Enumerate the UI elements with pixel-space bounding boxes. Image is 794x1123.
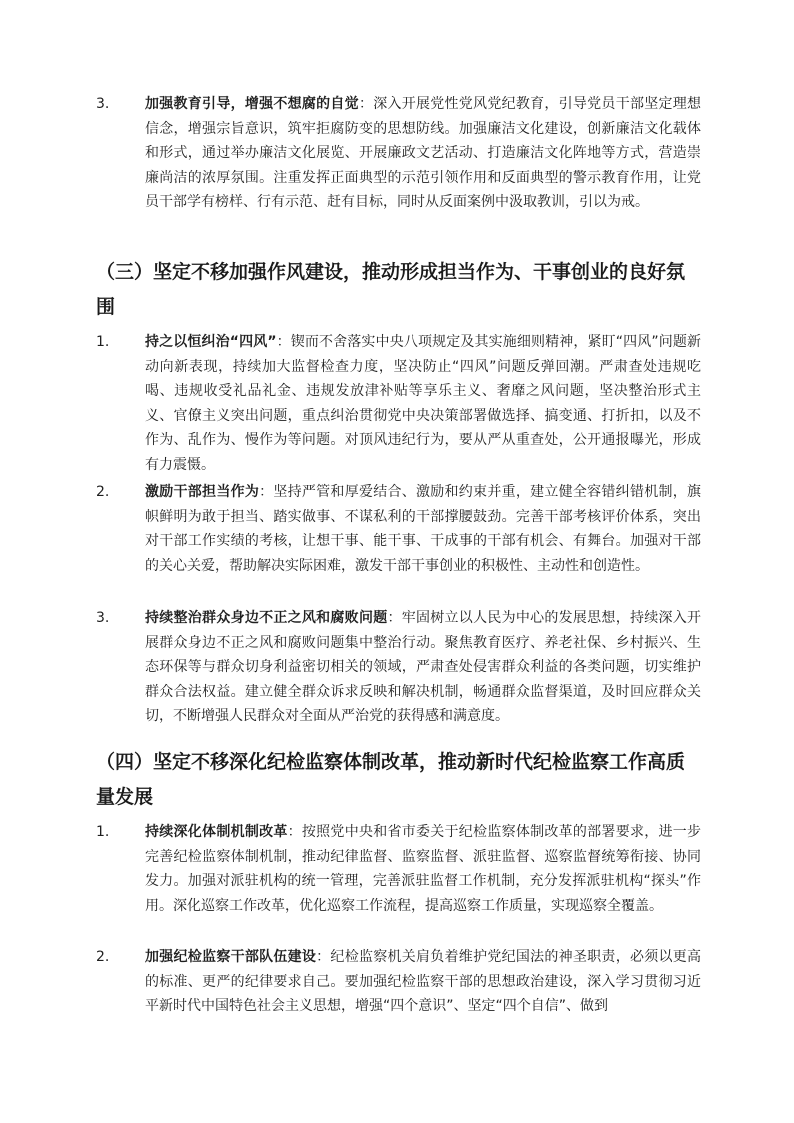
section-heading-3: （三）坚定不移加强作风建设，推动形成担当作为、干事创业的良好氛围 (96, 261, 686, 318)
list-paragraph (145, 480, 701, 578)
list-number: 2. (96, 949, 110, 965)
item-body: ：牢固树立以人民为中心的发展思想，持续深入开展群众身边不正之风和腐败问题集中整治行动。聚焦教育医疗、养老社保、乡村振兴、生态环保等与群众切身利益密切相关的领域，严肃查处侵害群众利益的各类问题，切实维护群众合法权益。建立健全群众诉求反映和解决机制，畅通群众监督渠道，及时回应群众关切，不断增强人民群众对全面从严治党的获得感和满意度。 (145, 610, 702, 725)
list-number: 2. (96, 484, 110, 500)
item-lead: 加强教育引导，增强不想腐的自觉 (145, 96, 359, 112)
item-lead: 持续深化体制机制改革 (145, 824, 288, 840)
item-lead: 持之以恒纠治“四风” (145, 334, 277, 350)
list-paragraph (145, 330, 701, 478)
list-paragraph (145, 606, 701, 729)
item-body: ：纪检监察机关肩负着维护党纪国法的神圣职责，必须以更高的标准、更严的纪律要求自己。要加强纪检监察干部的思想政治建设，深入学习贯彻习近平新时代中国特色社会主义思想，增强“四个意识”、坚定“四个自信”、做到 (145, 949, 702, 1015)
list-paragraph (145, 92, 701, 215)
list-number: 1. (96, 334, 110, 350)
list-paragraph (145, 945, 701, 1019)
item-body: ：深入开展党性党风党纪教育，引导党员干部坚定理想信念，增强宗旨意识，筑牢拒腐防变的思想防线。加强廉洁文化建设，创新廉洁文化载体和形式，通过举办廉洁文化展览、开展廉政文艺活动、打造廉洁文化阵地等方式，营造崇廉尚洁的浓厚氛围。注重发挥正面典型的示范引领作用和反面典型的警示教育作用，让党员干部学有榜样、行有示范、赶有目标，同时从反面案例中汲取教训，引以为戒。 (145, 96, 702, 211)
item-body: ：坚持严管和厚爱结合、激励和约束并重，建立健全容错纠错机制，旗帜鲜明为敢于担当、踏实做事、不谋私利的干部撑腰鼓劲。完善干部考核评价体系，突出对干部工作实绩的考核，让想干事、能干事、干成事的干部有机会、有舞台。加强对干部的关心关爱，帮助解决实际困难，激发干部干事创业的积极性、主动性和创造性。 (145, 484, 702, 574)
item-lead: 加强纪检监察干部队伍建设 (145, 949, 317, 965)
list-number: 3. (96, 610, 110, 626)
item-body: ：锲而不舍落实中央八项规定及其实施细则精神，紧盯“四风”问题新动向新表现，持续加大监督检查力度，坚决防止“四风”问题反弹回潮。严肃查处违规吃喝、违规收受礼品礼金、违规发放津补贴等享乐主义、奢靡之风问题，坚决整治形式主义、官僚主义突出问题，重点纠治贯彻党中央决策部署做选择、搞变通、打折扣，以及不作为、乱作为、慢作为等问题。对顶风违纪行为，要从严从重查处，公开通报曝光，形成有力震慑。 (145, 334, 701, 473)
item-lead: 持续整治群众身边不正之风和腐败问题 (145, 610, 388, 626)
list-paragraph (145, 820, 701, 918)
list-number: 1. (96, 824, 110, 840)
list-number: 3. (96, 96, 110, 112)
item-body: ：按照党中央和省市委关于纪检监察体制改革的部署要求，进一步完善纪检监察体制机制，推动纪律监督、监察监督、派驻监督、巡察监督统筹衔接、协同发力。加强对派驻机构的统一管理，完善派驻监督工作机制，充分发挥派驻机构“探头”作用。深化巡察工作改革，优化巡察工作流程，提高巡察工作质量，实现巡察全覆盖。 (145, 824, 702, 914)
section-heading-4: （四）坚定不移深化纪检监察体制改革，推动新时代纪检监察工作高质量发展 (96, 751, 686, 808)
item-lead: 激励干部担当作为 (145, 484, 260, 500)
